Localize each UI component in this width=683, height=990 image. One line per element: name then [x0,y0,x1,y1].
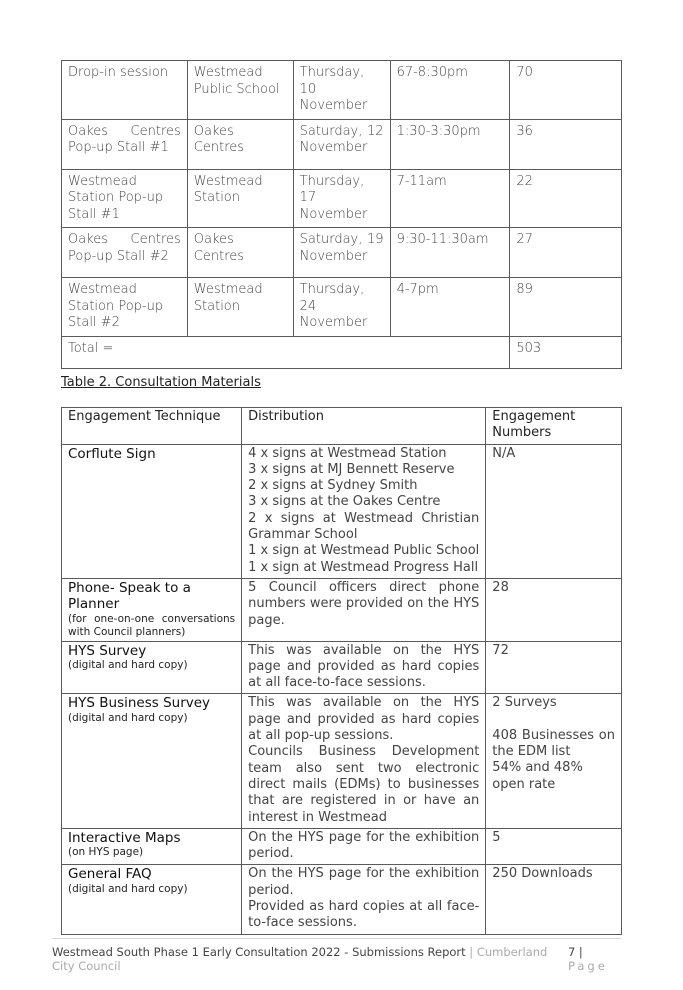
time-cell: 67-8:30pm [390,61,510,120]
distribution-text: On the HYS page for the exhibition period. [248,829,480,862]
date-cell: Thursday, 10 November [293,61,390,120]
time-cell: 7-11am [390,169,510,228]
table-row [62,278,622,337]
distribution-line: 1 x sign at Westmead Public School [248,543,480,559]
technique-title: General FAQ [68,866,152,883]
activity-cell: Oakes Centres Pop-up Stall #1 [62,119,188,169]
distribution-cell [242,694,486,828]
location-cell: Oakes Centres [187,119,293,169]
attendees-cell: 27 [510,228,622,278]
numbers-cell [486,444,622,578]
table-row [62,828,622,865]
numbers-value: 28 [492,579,509,595]
location-cell: Westmead Station [187,169,293,228]
footer-page-separator: | [575,945,583,959]
date-cell: Saturday, 12 November [293,119,390,169]
table-row [62,444,622,578]
technique-cell [62,865,242,934]
footer-left [52,945,568,973]
technique-subtitle: (digital and hard copy) [68,711,188,724]
total-label: Total = [62,336,510,368]
table-header-row [62,408,622,445]
sessions-table [61,60,622,369]
distribution-line: 3 x signs at MJ Bennett Reserve [248,461,455,477]
distribution-cell [242,865,486,934]
distribution-cell [242,578,486,641]
distribution-text: 5 Council officers direct phone numbers were provided on the HYS page. [248,579,480,628]
distribution-text: On the HYS page for the exhibition period. [248,866,480,898]
distribution-line: 2 x signs at Sydney Smith [248,478,418,494]
table-row [62,61,622,120]
technique-cell [62,444,242,578]
numbers-value: 72 [492,642,509,658]
distribution-text: Provided as hard copies at all face-to-face sessions. [248,899,480,931]
numbers-value: 250 Downloads [492,866,593,882]
time-cell: 4-7pm [390,278,510,337]
time-cell: 1:30-3:30pm [390,119,510,169]
attendees-cell: 36 [510,119,622,169]
table-row [62,228,622,278]
activity-cell: Westmead Station Pop-up Stall #1 [62,169,188,228]
numbers-value: 408 Businesses on the EDM list [492,727,615,760]
technique-title: HYS Business Survey [68,695,211,712]
activity-cell: Oakes Centres Pop-up Stall #2 [62,228,188,278]
numbers-value: N/A [492,445,516,461]
header-distribution: Distribution [242,408,486,445]
distribution-cell [242,444,486,578]
distribution-cell [242,828,486,865]
date-cell: Saturday, 19 November [293,228,390,278]
technique-subtitle: (for one-on-one conversations with Council planners) [68,612,236,638]
page-footer [52,938,621,973]
table-row [62,169,622,228]
attendees-cell: 89 [510,278,622,337]
technique-cell [62,578,242,641]
table-row [62,694,622,828]
activity-cell: Westmead Station Pop-up Stall #2 [62,278,188,337]
table-row [62,641,622,694]
numbers-cell [486,694,622,828]
header-engagement-numbers: Engagement Numbers [486,408,622,445]
location-cell: Westmead Public School [187,61,293,120]
footer-page-word: Page [567,959,608,973]
technique-cell [62,641,242,694]
numbers-value: 54% and 48% open rate [492,760,583,792]
location-cell: Oakes Centres [187,228,293,278]
numbers-cell [486,641,622,694]
time-cell: 9:30-11:30am [390,228,510,278]
footer-organisation: Cumberland City Council [52,945,548,973]
distribution-text: This was available on the HYS page and provided as hard copies at all face-to-face sessions. [248,642,480,691]
table-caption: Table 2. Consultation Materials [61,375,261,390]
attendees-cell: 70 [510,61,622,120]
technique-subtitle: (on HYS page) [68,846,144,859]
table-row [62,865,622,934]
footer-page-number: 7 [567,945,576,959]
numbers-cell [486,865,622,934]
technique-cell [62,828,242,865]
footer-right [568,945,621,973]
attendees-cell: 22 [510,169,622,228]
technique-title: Phone- Speak to a Planner [68,579,191,613]
header-engagement-technique: Engagement Technique [62,408,242,445]
total-row [62,336,622,368]
technique-subtitle: (digital and hard copy) [68,882,188,895]
distribution-line: 1 x sign at Westmead Progress Hall [248,559,479,575]
consultation-materials-table [61,407,622,935]
total-value: 503 [510,336,622,368]
table-row [62,119,622,169]
technique-cell [62,694,242,828]
date-cell: Thursday, 17 November [293,169,390,228]
technique-title: Interactive Maps [68,829,181,846]
footer-separator: | [465,945,477,959]
distribution-line: 2 x signs at Westmead Christian Grammar School [248,510,480,543]
activity-cell: Drop-in session [62,61,188,120]
numbers-value: 5 [492,829,501,845]
location-cell: Westmead Station [187,278,293,337]
technique-title: HYS Survey [68,642,147,659]
date-cell: Thursday, 24 November [293,278,390,337]
distribution-text: This was available on the HYS page and provided as hard copies at all pop-up sessions. [248,695,480,744]
footer-report-title: Westmead South Phase 1 Early Consultation 2022 - Submissions Report [52,945,466,959]
distribution-line: 4 x signs at Westmead Station [248,445,447,461]
distribution-text: Councils Business Development team also sent two electronic direct mails (EDMs) to businesses that are registered in or have an interest in Westmead [248,744,480,825]
numbers-cell [486,578,622,641]
technique-subtitle: (digital and hard copy) [68,658,188,671]
numbers-cell [486,828,622,865]
distribution-cell [242,641,486,694]
distribution-line: 3 x signs at the Oakes Centre [248,494,441,510]
numbers-value: 2 Surveys [492,695,557,711]
technique-title: Corflute Sign [68,445,156,462]
table-row [62,578,622,641]
